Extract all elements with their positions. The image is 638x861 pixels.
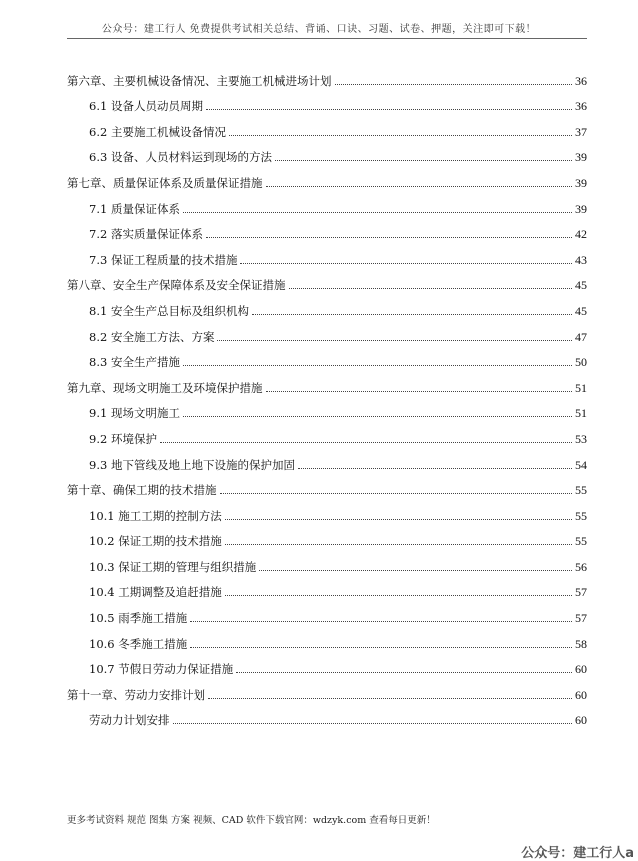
toc-dot-leader [225, 519, 572, 520]
toc-page-number: 51 [575, 406, 587, 421]
toc-entry-title: 第八章、安全生产保障体系及安全保证措施 [67, 278, 286, 293]
toc-dot-leader [225, 595, 572, 596]
toc-entry-title: 8.2 安全施工方法、方案 [89, 329, 215, 344]
toc-page-number: 51 [575, 380, 587, 395]
toc-dot-leader [252, 314, 572, 315]
toc-entry-title: 6.3 设备、人员材料运到现场的方法 [89, 150, 272, 165]
toc-entry-title: 7.2 落实质量保证体系 [89, 227, 203, 242]
toc-entry-title: 8.1 安全生产总目标及组织机构 [89, 303, 249, 318]
toc-dot-leader [160, 442, 572, 443]
toc-entry-title: 10.1 施工工期的控制方法 [89, 508, 222, 523]
toc-page-number: 54 [575, 457, 587, 472]
toc-section-entry[interactable] [67, 625, 587, 651]
toc-page-number: 56 [575, 559, 587, 574]
toc-page-number: 39 [575, 175, 587, 190]
toc-entry-title: 8.3 安全生产措施 [89, 355, 180, 370]
toc-page-number: 39 [575, 150, 587, 165]
toc-page-number: 60 [575, 662, 587, 677]
toc-section-entry[interactable] [67, 420, 587, 446]
toc-entry-title: 10.3 保证工期的管理与组织措施 [89, 559, 257, 574]
toc-dot-leader [266, 186, 573, 187]
toc-chapter-entry[interactable] [67, 62, 587, 88]
toc-dot-leader [220, 493, 573, 494]
toc-section-entry[interactable] [67, 241, 587, 267]
toc-dot-leader [190, 621, 572, 622]
toc-section-entry[interactable] [67, 446, 587, 472]
toc-entry-title: 9.3 地下管线及地上地下设施的保护加固 [89, 457, 295, 472]
toc-page-number: 36 [575, 99, 587, 114]
toc-chapter-entry[interactable] [67, 472, 587, 498]
toc-page-number: 60 [575, 687, 587, 702]
toc-entry-title: 9.2 环境保护 [89, 431, 157, 446]
page-header: 公众号：建工行人 免费提供考试相关总结、背诵、口诀、习题、试卷、押题，关注即可下载！ [101, 24, 537, 35]
toc-section-entry[interactable] [67, 139, 587, 165]
toc-page-number: 39 [575, 201, 587, 216]
toc-page-number: 53 [575, 431, 587, 446]
toc-entry-title: 6.1 设备人员动员周期 [89, 99, 203, 114]
toc-dot-leader [183, 416, 572, 417]
toc-page-number: 57 [575, 611, 587, 626]
toc-entry-title: 10.7 节假日劳动力保证措施 [89, 662, 234, 677]
toc-section-entry[interactable] [67, 599, 587, 625]
toc-page-number: 60 [575, 713, 587, 728]
toc-dot-leader [236, 672, 572, 673]
toc-dot-leader [289, 288, 573, 289]
toc-section-entry[interactable] [67, 113, 587, 139]
toc-entry-title: 9.1 现场文明施工 [89, 406, 180, 421]
toc-dot-leader [183, 365, 572, 366]
toc-entry-title: 劳动力计划安排 [89, 713, 170, 728]
toc-section-entry[interactable] [67, 548, 587, 574]
page-footer: 更多考试资料 规范 图集 方案 视频、CAD 软件下载官网：wdzyk.com 查看每日更新！ [67, 815, 436, 826]
toc-dot-leader [206, 237, 572, 238]
toc-entry-title: 10.5 雨季施工措施 [89, 611, 188, 626]
toc-dot-leader [217, 340, 572, 341]
toc-dot-leader [206, 109, 572, 110]
toc-page-number: 55 [575, 483, 587, 498]
toc-page-number: 55 [575, 534, 587, 549]
toc-page-number: 37 [575, 124, 587, 139]
toc-page-number: 36 [575, 73, 587, 88]
toc-entry-title: 第十章、确保工期的技术措施 [67, 483, 217, 498]
header-divider [67, 38, 587, 39]
toc-section-entry[interactable] [67, 523, 587, 549]
toc-entry-title: 第九章、现场文明施工及环境保护措施 [67, 380, 263, 395]
toc-page-number: 45 [575, 278, 587, 293]
toc-dot-leader [173, 723, 573, 724]
toc-dot-leader [298, 468, 572, 469]
toc-chapter-entry[interactable] [67, 676, 587, 702]
toc-page-number: 57 [575, 585, 587, 600]
toc-section-entry[interactable] [67, 216, 587, 242]
toc-section-entry[interactable] [67, 395, 587, 421]
toc-dot-leader [225, 544, 572, 545]
toc-page-number: 45 [575, 303, 587, 318]
toc-section-entry[interactable] [67, 574, 587, 600]
toc-section-entry[interactable] [67, 651, 587, 677]
toc-dot-leader [335, 84, 573, 85]
toc-section-entry[interactable] [67, 88, 587, 114]
toc-section-entry[interactable] [67, 190, 587, 216]
toc-section-entry[interactable] [67, 292, 587, 318]
toc-section-entry[interactable] [67, 497, 587, 523]
toc-page-number: 55 [575, 508, 587, 523]
toc-dot-leader [229, 135, 572, 136]
toc-dot-leader [266, 391, 573, 392]
toc-chapter-entry[interactable] [67, 369, 587, 395]
toc-entry-title: 10.6 冬季施工措施 [89, 636, 188, 651]
toc-entry-title: 第十一章、劳动力安排计划 [67, 687, 205, 702]
toc-entry-title: 10.4 工期调整及追赶措施 [89, 585, 222, 600]
toc-section-entry[interactable] [67, 344, 587, 370]
toc-entry-title: 6.2 主要施工机械设备情况 [89, 124, 226, 139]
toc-dot-leader [208, 698, 572, 699]
toc-page-number: 50 [575, 355, 587, 370]
toc-page-number: 47 [575, 329, 587, 344]
toc-entry-title: 第六章、主要机械设备情况、主要施工机械进场计划 [67, 73, 332, 88]
toc-entry-title: 第七章、质量保证体系及质量保证措施 [67, 175, 263, 190]
toc-chapter-entry[interactable] [67, 164, 587, 190]
toc-entry-title: 7.1 质量保证体系 [89, 201, 180, 216]
toc-chapter-entry[interactable] [67, 267, 587, 293]
toc-section-entry[interactable] [67, 702, 587, 728]
toc-page-number: 58 [575, 636, 587, 651]
toc-entry-title: 10.2 保证工期的技术措施 [89, 534, 222, 549]
table-of-contents [67, 62, 587, 727]
toc-dot-leader [190, 647, 572, 648]
toc-section-entry[interactable] [67, 318, 587, 344]
toc-dot-leader [275, 160, 572, 161]
toc-page-number: 43 [575, 252, 587, 267]
toc-dot-leader [240, 263, 572, 264]
watermark: 公众号：建工行人a [521, 846, 634, 861]
toc-entry-title: 7.3 保证工程质量的技术措施 [89, 252, 238, 267]
toc-dot-leader [183, 212, 572, 213]
toc-page-number: 42 [575, 227, 587, 242]
toc-dot-leader [259, 570, 572, 571]
